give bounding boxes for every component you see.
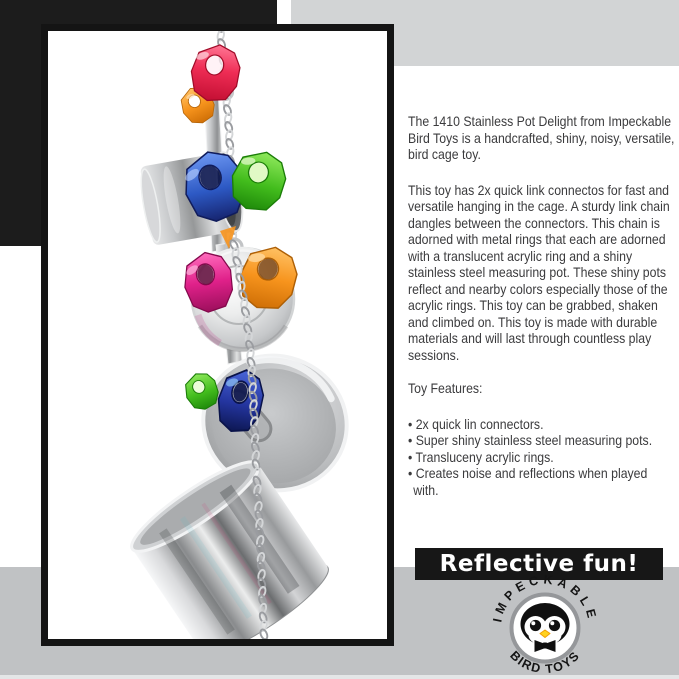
logo-arc-bottom: BIRD TOYS bbox=[507, 648, 583, 677]
product-photo-frame bbox=[41, 24, 394, 646]
features-title: Toy Features: bbox=[408, 380, 483, 396]
description-paragraph: The 1410 Stainless Pot Delight from Impeckable Bird Toys is a handcrafted, shiny, noisy, versatile, bird cage toy. bbox=[408, 113, 675, 162]
feature-item: • Transluceny acrylic rings. bbox=[408, 448, 554, 465]
feature-item: • 2x quick lin connectors. bbox=[408, 415, 544, 432]
feature-item: • Creates noise and reflections when played with. bbox=[408, 465, 648, 498]
banner-label: Reflective fun! bbox=[439, 551, 639, 577]
brand-logo bbox=[486, 569, 604, 679]
product-photo bbox=[48, 31, 387, 639]
product-description bbox=[408, 113, 675, 498]
feature-item: • Super shiny stainless steel measuring pots. bbox=[408, 432, 653, 448]
logo-arc-top: IMPECKABLE bbox=[490, 572, 600, 624]
description-paragraph: This toy has 2x quick link connectos for fast and versatile hanging in the cage. A sturdy link chain dangles between the connectors. This chain is adorned with metal rings that each are adorned with a translucent acrylic ring and a shiny stainless steel measuring pot. These shiny pots reflect and nearby colors especially those of the acrylic rings. This toy can be grabbed, shaken and climbed on. This toy is made with durable materials and will last through countless play sessions. bbox=[408, 181, 670, 363]
